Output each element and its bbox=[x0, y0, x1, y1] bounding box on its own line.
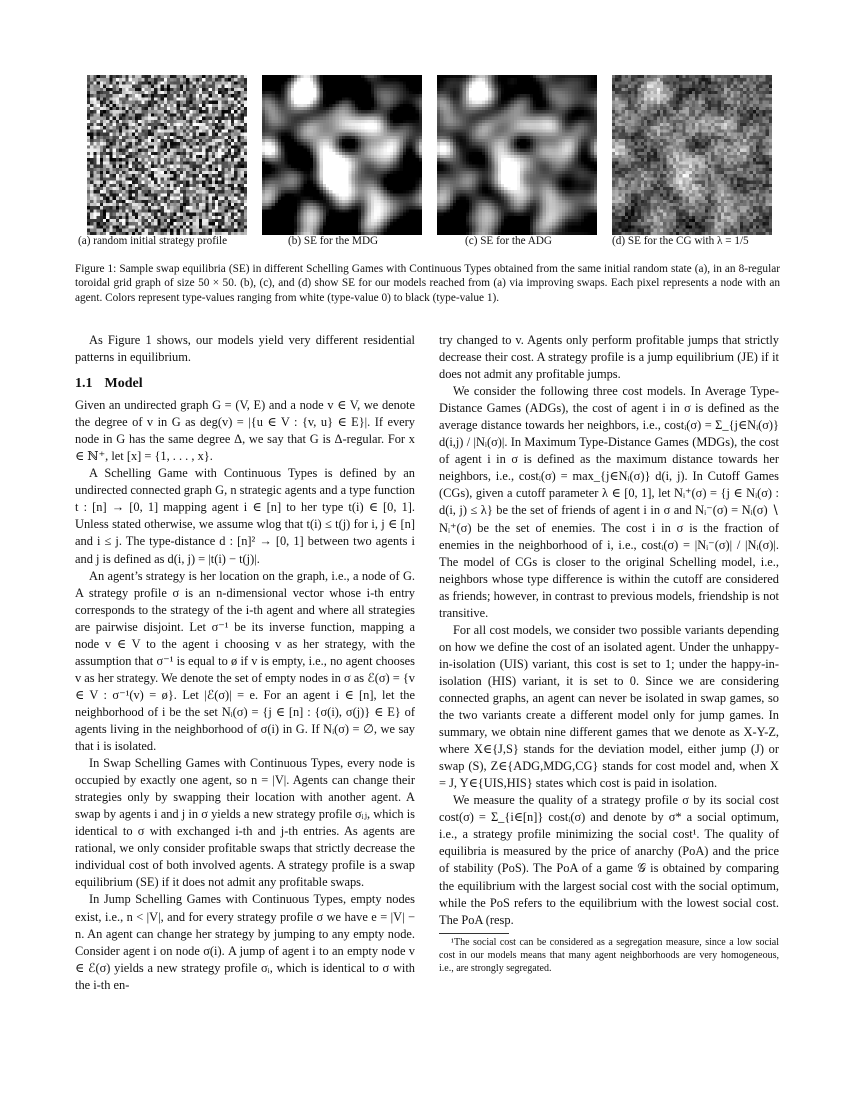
subcaption-d: (d) SE for the CG with λ = 1/5 bbox=[612, 235, 749, 247]
random-strategy-profile-image bbox=[87, 75, 247, 235]
paragraph-jump-continued: try changed to v. Agents only perform profitable jumps that strictly decrease their cost. A strategy profile is a jump equilibrium (JE) if it does not admit any profitable jumps. bbox=[439, 333, 779, 382]
footnote: ¹The social cost can be considered as a segregation measure, since a low social cost in our models means that many agent neighborhoods are very homogeneous, i.e., are strongly segregated. bbox=[439, 937, 779, 974]
intro-paragraph: As Figure 1 shows, our models yield very different residential patterns in equilibrium. bbox=[75, 333, 415, 365]
paragraph-swap-games: In Swap Schelling Games with Continuous Types, every node is occupied by exactly one agent, so n = |V|. Agents can change their strategies only by swapping their location with another agent. A swap by agents i and j in σ yields a new strategy profile σᵢⱼ, which is identical to σ with exchanged i-th and j-th entries. As agents are rational, we only consider profitable swaps that strictly decrease the individual cost of both involved agents. A strategy profile is a swap equilibrium (SE) if it does not admit any profitable swaps. bbox=[75, 756, 415, 890]
paragraph-social-cost: We measure the quality of a strategy profile σ by its social cost cost(σ) = Σ_{i∈[n]} costᵢ(σ) and denote by σ* a social optimum, i.e., a strategy profile minimizing the social cost¹. The quality of equilibria is measured by the price of anarchy (PoA) and the price of stability (PoS). The PoA of a game 𝒢 is obtained by comparing the equilibrium with the largest social cost with the social optimum, while the PoS refers to the equilibrium with the lowest social cost. The PoA (resp. bbox=[439, 793, 779, 927]
paragraph-schelling-game: A Schelling Game with Continuous Types is defined by an undirected connected graph G, n strategic agents and a type function t : [n] → [0, 1] mapping agent i ∈ [n] to her type t(i) ∈ [0, 1]. Unless stated otherwise, we assume wlog that t(i) ≤ t(j) for i, j ∈ [n] and i ≤ j. The type-distance d : [n]² → [0, 1] between two agents i and j is defined as d(i, j) = |t(i) − t(j)|. bbox=[75, 466, 415, 566]
se-cg-image bbox=[612, 75, 772, 235]
paragraph-strategy: An agent’s strategy is her location on the graph, i.e., a node of G. A strategy profile σ is an n-dimensional vector whose i-th entry corresponds to the strategy of the i-th agent and where all strategies are pairwise disjoint. Let σ⁻¹ be its inverse function, mapping a node v ∈ V to the agent i choosing v as her strategy, with the assumption that σ⁻¹ is equal to ø if v is empty, i.e., no agent chooses v as her strategy. We denote the set of empty nodes in σ as ℰ(σ) = {v ∈ V : σ⁻¹(v) = ø}. Let |ℰ(σ)| = e. For an agent i ∈ [n], let the neighborhood of i be the set Nᵢ(σ) = {j ∈ [n] : {σ(i), σ(j)} ∈ E} of agents living in the neighborhood of σ(i) in G. If Nᵢ(σ) = ∅, we say that i is isolated. bbox=[75, 568, 415, 754]
figure-caption: Figure 1: Sample swap equilibria (SE) in different Schelling Games with Continuous Types obtained from the same initial random state (a), in an 8-regular toroidal grid graph of size 50 × 50. (b), (c), and (d) show SE for our models reached from (a) via improving swaps. Each pixel represents a node with an agent. Colors represent type-values ranging from white (type-value 0) to black (type-value 1). bbox=[75, 263, 780, 304]
section-title: Model bbox=[104, 376, 143, 392]
footnote-rule bbox=[439, 933, 509, 934]
left-column bbox=[75, 332, 415, 994]
se-mdg-image bbox=[262, 75, 422, 235]
paragraph-jump-games: In Jump Schelling Games with Continuous Types, empty nodes exist, i.e., n < |V|, and for every strategy profile σ we have e = |V| − n. An agent can change her strategy by jumping to any empty node. Consider agent i on node σ(i). A jump of agent i to an empty node v ∈ ℰ(σ) yields a new strategy profile σᵢ, which is identical to σ with the i-th en- bbox=[75, 892, 415, 992]
subcaption-a: (a) random initial strategy profile bbox=[78, 235, 228, 247]
section-number: 1.1 bbox=[75, 376, 93, 392]
paragraph-graph-definitions: Given an undirected graph G = (V, E) and a node v ∈ V, we denote the degree of v in G as deg(v) = |{u ∈ V : {v, u} ∈ E}|. If every node in G has the same degree Δ, we say that G is Δ-regular. For x ∈ ℕ⁺, let [x] = {1, . . . , x}. bbox=[75, 398, 415, 464]
paragraph-cost-models: We consider the following three cost models. In Average Type-Distance Games (ADGs), the cost of agent i in σ is defined as the average distance towards her neighbors, i.e., costᵢ(σ) = Σ_{j∈Nᵢ(σ)} d(i,j) / |Nᵢ(σ)|. In Maximum Type-Distance Games (MDGs), the cost of agent i in σ is defined as the maximum distance towards her neighbors, i.e., costᵢ(σ) = max_{j∈Nᵢ(σ)} d(i, j). In Cutoff Games (CGs), given a cutoff parameter λ ∈ [0, 1], let Nᵢ⁺(σ) = {j ∈ Nᵢ(σ) : d(i, j) ≤ λ} be the set of friends of agent i in σ and Nᵢ⁻(σ) = Nᵢ(σ) ∖ Nᵢ⁺(σ) be the set of enemies. The cost i in σ is the fraction of enemies in the neighborhood of i, i.e., costᵢ(σ) = |Nᵢ⁻(σ)| / |Nᵢ(σ)|. The model of CGs is closer to the original Schelling model, i.e., neighbors whose type difference is within the cutoff are considered as friends; however, in contrast to previous models, friendship is not transitive. bbox=[439, 384, 779, 620]
right-column bbox=[439, 332, 779, 929]
subcaption-c: (c) SE for the ADG bbox=[465, 235, 552, 247]
section-heading bbox=[75, 376, 415, 392]
subcaption-b: (b) SE for the MDG bbox=[288, 235, 379, 247]
se-adg-image bbox=[437, 75, 597, 235]
paragraph-isolation-variants: For all cost models, we consider two possible variants depending on how we define the cost of an isolated agent. Under the unhappy-in-isolation (UIS) variant, this cost is set to 1; under the happy-in-isolation (HIS) variant, it is set to 0. Since we are considering connected graphs, an agent can never be isolated in swap games, so the two variants create a different model only for jump games. In summary, we obtain nine different games that we denote as X-Y-Z, where X∈{J,S} stands for the deviation model, either jump (J) or swap (S), Z∈{ADG,MDG,CG} stands for cost model and, when X = J, Y∈{UIS,HIS} states which cost is paid in isolation. bbox=[439, 622, 779, 791]
